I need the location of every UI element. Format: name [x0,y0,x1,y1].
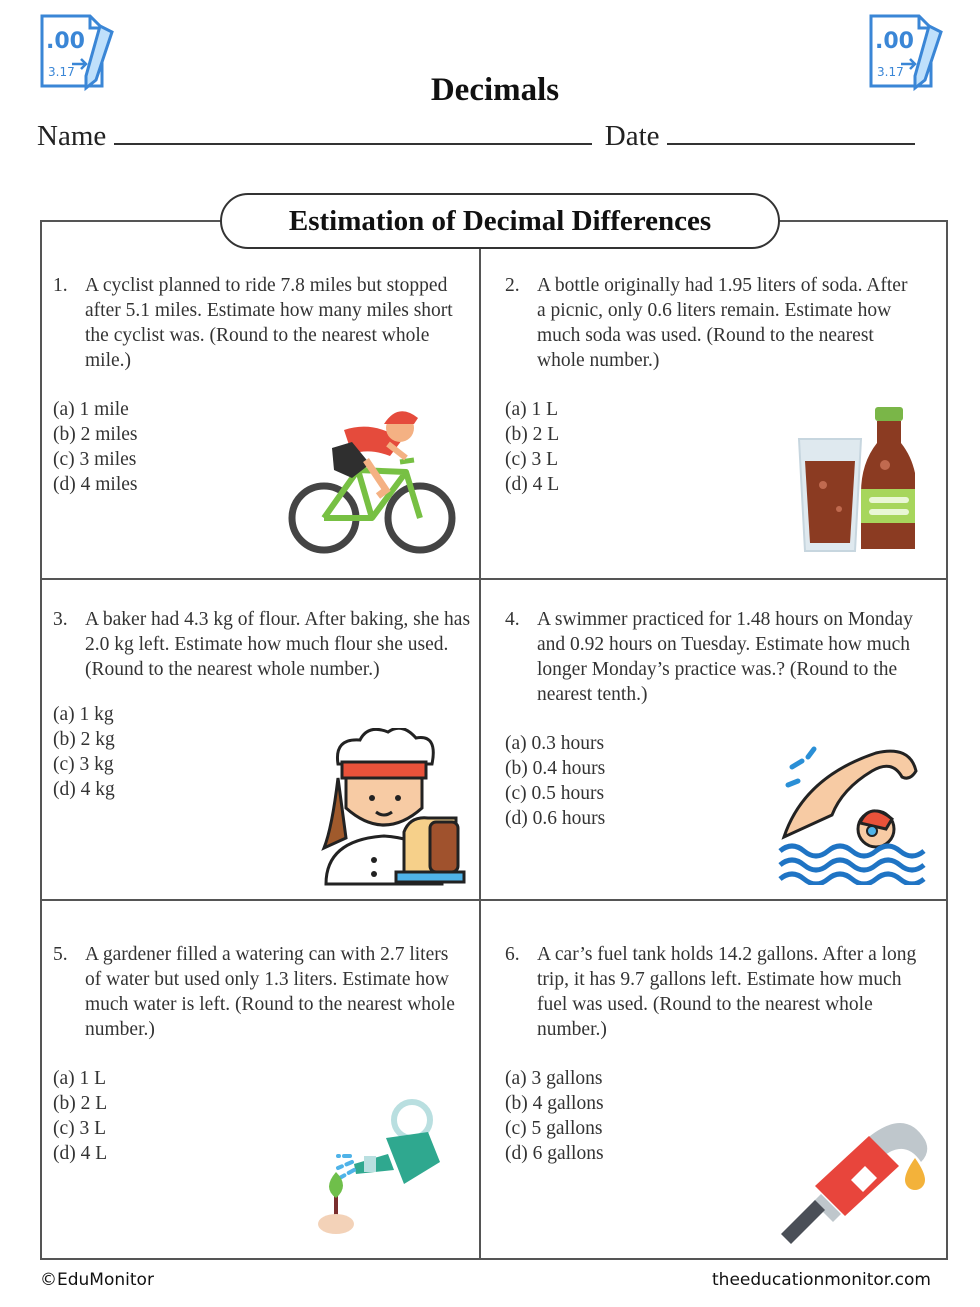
option-a[interactable]: (a) 1 L [505,399,559,420]
option-a[interactable]: (a) 1 kg [53,704,114,725]
option-a[interactable]: (a) 1 L [53,1068,107,1089]
question-number: 1. [53,275,68,296]
date-line[interactable] [667,117,915,145]
question-5 [53,942,478,1042]
svg-text:.00: .00 [875,29,914,54]
name-date-row [37,117,927,153]
worksheet-title: Decimals [430,72,560,108]
option-d[interactable]: (d) 4 L [53,1143,108,1164]
option-b[interactable]: (b) 2 L [505,424,560,445]
cyclist-icon [288,400,458,560]
grid-divider-row-2 [40,899,948,901]
svg-text:.00: .00 [46,29,85,54]
option-a[interactable]: (a) 3 gallons [505,1068,603,1089]
name-label: Name [37,120,107,152]
option-d[interactable]: (d) 4 kg [53,779,115,800]
answer-options-5 [53,1066,107,1166]
option-b[interactable]: (b) 0.4 hours [505,758,606,779]
question-3 [53,607,478,682]
question-number: 2. [505,275,520,296]
question-text: A cyclist planned to ride 7.8 miles but stopped after 5.1 miles. Estimate how many miles short the cyclist was. (Round to the nearest whole mile.) [85,275,453,371]
option-c[interactable]: (c) 3 L [53,1118,107,1139]
footer-website[interactable]: theeducationmonitor.com [712,1270,931,1290]
option-b[interactable]: (b) 2 L [53,1093,108,1114]
question-number: 5. [53,944,68,965]
question-number: 3. [53,609,68,630]
section-banner: Estimation of Decimal Differences [220,193,780,249]
question-number: 4. [505,609,520,630]
watering-can-icon [312,1098,447,1243]
option-c[interactable]: (c) 5 gallons [505,1118,603,1139]
question-number: 6. [505,944,520,965]
answer-options-3 [53,702,115,802]
fuel-pump-icon [775,1110,935,1245]
option-d[interactable]: (d) 6 gallons [505,1143,604,1164]
question-text: A baker had 4.3 kg of flour. After baking, she has 2.0 kg left. Estimate how much flour she used. (Round to the nearest whole number.) [85,609,471,680]
option-b[interactable]: (b) 2 kg [53,729,115,750]
svg-text:3.17: 3.17 [877,65,904,79]
question-text: A bottle originally had 1.95 liters of soda. After a picnic, only 0.6 liters remain. Estimate how much soda was used. (Round to the nearest whole number.) [537,275,908,371]
option-b[interactable]: (b) 2 miles [53,424,138,445]
question-text: A swimmer practiced for 1.48 hours on Monday and 0.92 hours on Tuesday. Estimate how much longer Monday’s practice was.? (Round to the nearest tenth.) [537,609,913,705]
baker-icon [318,728,468,888]
question-2 [505,273,940,373]
option-c[interactable]: (c) 3 miles [53,449,137,470]
soda-icon [795,405,915,560]
option-c[interactable]: (c) 0.5 hours [505,783,605,804]
footer-copyright: ©EduMonitor [40,1270,154,1290]
swimmer-icon [778,745,928,885]
answer-options-1 [53,397,137,497]
answer-options-6 [505,1066,604,1166]
option-a[interactable]: (a) 1 mile [53,399,129,420]
svg-text:3.17: 3.17 [48,65,75,79]
option-c[interactable]: (c) 3 kg [53,754,114,775]
date-label: Date [604,120,660,152]
answer-options-4 [505,731,605,831]
question-6 [505,942,940,1042]
answer-options-2 [505,397,559,497]
name-line[interactable] [114,117,592,145]
question-text: A gardener filled a watering can with 2.7 liters of water but used only 1.3 liters. Estimate how much water is left. (Round to the nearest whole number.) [85,944,455,1040]
option-b[interactable]: (b) 4 gallons [505,1093,604,1114]
questions-grid [40,220,948,1260]
grid-divider-row-1 [40,578,948,580]
question-4 [505,607,940,707]
option-d[interactable]: (d) 4 miles [53,474,138,495]
option-d[interactable]: (d) 4 L [505,474,560,495]
option-a[interactable]: (a) 0.3 hours [505,733,605,754]
option-d[interactable]: (d) 0.6 hours [505,808,606,829]
question-1 [53,273,478,373]
question-text: A car’s fuel tank holds 14.2 gallons. After a long trip, it has 9.7 gallons left. Estimate how much fuel was used. (Round to the nearest whole number.) [537,944,917,1040]
grid-divider-vertical [479,220,481,1260]
option-c[interactable]: (c) 3 L [505,449,559,470]
